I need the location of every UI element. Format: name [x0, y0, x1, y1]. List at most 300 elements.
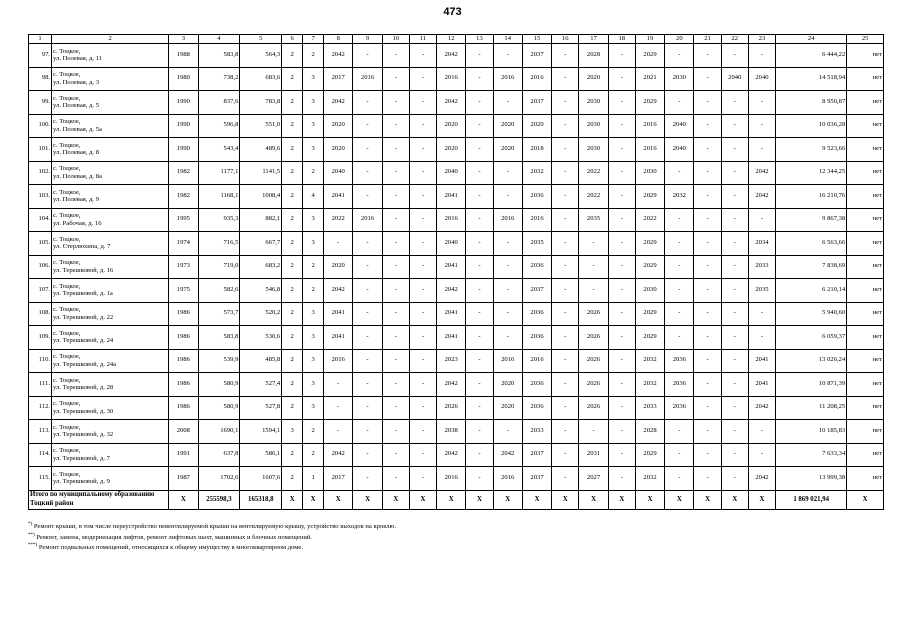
data-cell: 580,9 [198, 373, 240, 397]
total-cell: X [579, 490, 608, 509]
table-row [29, 443, 884, 467]
data-cell: - [665, 91, 694, 115]
table-row [29, 44, 884, 68]
data-cell: - [694, 44, 721, 68]
data-cell: - [466, 467, 493, 491]
data-cell: нет [847, 396, 884, 420]
address-line-2: ул. Терешковой, д. 30 [53, 407, 114, 415]
data-cell: - [382, 232, 409, 256]
data-cell: 1990 [169, 91, 198, 115]
data-cell: - [608, 91, 635, 115]
data-cell: 2017 [324, 467, 353, 491]
data-cell: 1973 [169, 255, 198, 279]
table-row [29, 67, 884, 91]
total-cell: X [493, 490, 522, 509]
data-cell: - [665, 279, 694, 303]
data-cell: 2020 [579, 67, 608, 91]
data-cell: 1991 [169, 443, 198, 467]
data-cell: 1990 [169, 114, 198, 138]
data-cell: - [552, 420, 579, 444]
data-cell: - [409, 443, 436, 467]
data-cell: нет [847, 302, 884, 326]
total-cell: X [282, 490, 303, 509]
data-cell: - [552, 185, 579, 209]
data-cell: - [748, 91, 775, 115]
row-number-cell: 114. [29, 443, 52, 467]
data-cell: 2030 [665, 67, 694, 91]
data-cell: 546,8 [240, 279, 282, 303]
data-cell: 1702,6 [198, 467, 240, 491]
data-cell: нет [847, 138, 884, 162]
data-cell: 9 523,66 [776, 138, 847, 162]
data-cell: 2016 [522, 67, 551, 91]
total-cell: X [721, 490, 748, 509]
data-cell: - [721, 302, 748, 326]
data-cell: - [552, 91, 579, 115]
footnotes [28, 521, 884, 553]
data-cell: 2016 [324, 349, 353, 373]
data-cell: 2041 [324, 302, 353, 326]
data-cell: 3 [303, 138, 324, 162]
address-line-2: ул. Полевая, д. 8а [53, 172, 102, 180]
data-cell: 2037 [522, 467, 551, 491]
data-cell: - [493, 326, 522, 350]
data-cell: - [721, 467, 748, 491]
data-cell: 2020 [493, 396, 522, 420]
data-cell: - [466, 302, 493, 326]
data-cell: 2042 [748, 467, 775, 491]
data-cell: 6 210,14 [776, 279, 847, 303]
data-cell: 2041 [437, 326, 466, 350]
address-line-2: ул. Терешковой, д. 7 [53, 454, 110, 462]
data-cell: - [353, 279, 382, 303]
data-cell: - [608, 185, 635, 209]
data-cell: - [552, 302, 579, 326]
data-cell: 2029 [635, 443, 664, 467]
data-cell: 2020 [324, 255, 353, 279]
footnote [28, 542, 884, 553]
data-cell: 2016 [493, 349, 522, 373]
data-cell: 2016 [493, 208, 522, 232]
data-cell: 2016 [437, 67, 466, 91]
address-line-2: ул. Терешковой, д. 22 [53, 313, 114, 321]
data-cell: 1987 [169, 467, 198, 491]
header-cell: 16 [552, 35, 579, 44]
address-line-1: с. Тоцкое, [53, 306, 81, 314]
data-cell: 527,4 [240, 373, 282, 397]
data-cell: 2 [282, 161, 303, 185]
data-cell: 2016 [437, 208, 466, 232]
address-line-1: с. Тоцкое, [53, 447, 81, 455]
data-cell: 1995 [169, 208, 198, 232]
address-cell [52, 302, 169, 326]
data-cell: - [466, 279, 493, 303]
data-cell: 1982 [169, 161, 198, 185]
data-cell: 2029 [635, 185, 664, 209]
address-line-1: с. Тоцкое, [53, 118, 81, 126]
data-cell: - [409, 232, 436, 256]
table-row [29, 420, 884, 444]
data-cell: 3 [282, 420, 303, 444]
footnote-text: Ремонт крыши, в том числе переустройство невентилируемой крыши на вентилируемую крышу, устройство выходов на кровлю. [32, 523, 397, 531]
data-cell: - [409, 91, 436, 115]
data-cell: 2020 [522, 114, 551, 138]
data-cell: 2037 [522, 443, 551, 467]
data-cell: 2042 [437, 279, 466, 303]
data-cell: 3 [303, 232, 324, 256]
data-cell: 2028 [635, 420, 664, 444]
data-cell: - [694, 91, 721, 115]
data-cell: 583,8 [198, 44, 240, 68]
data-cell: 882,1 [240, 208, 282, 232]
data-cell: 543,4 [198, 138, 240, 162]
data-cell: - [493, 420, 522, 444]
data-cell: 2020 [324, 138, 353, 162]
data-cell: - [353, 161, 382, 185]
data-cell: нет [847, 326, 884, 350]
data-cell: - [552, 373, 579, 397]
data-cell: 637,8 [198, 443, 240, 467]
data-cell: - [493, 161, 522, 185]
data-cell: - [748, 138, 775, 162]
data-cell: - [748, 208, 775, 232]
header-cell: 11 [409, 35, 436, 44]
total-cell: X [382, 490, 409, 509]
data-cell: 2 [282, 349, 303, 373]
data-cell: 2 [282, 302, 303, 326]
total-cell: X [847, 490, 884, 509]
data-cell: 2008 [169, 420, 198, 444]
header-cell: 25 [847, 35, 884, 44]
header-cell: 24 [776, 35, 847, 44]
data-cell: нет [847, 443, 884, 467]
data-cell: - [353, 114, 382, 138]
data-cell: 2 [282, 138, 303, 162]
data-cell: 2016 [493, 67, 522, 91]
data-cell: - [721, 44, 748, 68]
data-cell: 2041 [437, 302, 466, 326]
data-cell: - [382, 114, 409, 138]
address-line-1: с. Тоцкое, [53, 71, 81, 79]
data-cell: 12 344,25 [776, 161, 847, 185]
data-cell: - [324, 373, 353, 397]
data-cell: 2 [282, 44, 303, 68]
address-cell [52, 232, 169, 256]
data-cell: 2032 [635, 349, 664, 373]
data-cell: - [466, 396, 493, 420]
data-cell: - [608, 443, 635, 467]
table-row [29, 185, 884, 209]
table-row [29, 208, 884, 232]
data-cell: - [721, 396, 748, 420]
address-line-1: с. Тоцкое, [53, 470, 81, 478]
header-cell: 17 [579, 35, 608, 44]
header-cell: 22 [721, 35, 748, 44]
data-cell: 2 [282, 91, 303, 115]
data-cell: 935,3 [198, 208, 240, 232]
data-cell: 7 838,69 [776, 255, 847, 279]
header-cell: 4 [198, 35, 240, 44]
table-row [29, 255, 884, 279]
data-cell: 3 [303, 396, 324, 420]
address-cell [52, 396, 169, 420]
data-cell: 6 059,37 [776, 326, 847, 350]
address-line-2: ул. Терешковой, д. 1а [53, 290, 113, 298]
row-number-cell: 107. [29, 279, 52, 303]
total-cell: X [552, 490, 579, 509]
data-cell: - [353, 91, 382, 115]
header-cell: 3 [169, 35, 198, 44]
data-cell: 2022 [635, 208, 664, 232]
row-number-cell: 115. [29, 467, 52, 491]
data-cell: 1690,1 [198, 420, 240, 444]
data-cell: - [493, 255, 522, 279]
data-cell: 527,8 [240, 396, 282, 420]
data-cell: 2030 [635, 161, 664, 185]
data-cell: 564,3 [240, 44, 282, 68]
address-line-2: ул. Полевая, д. 8 [53, 149, 100, 157]
data-cell: - [493, 44, 522, 68]
data-cell: 3 [303, 349, 324, 373]
data-cell: - [579, 279, 608, 303]
data-cell: 2040 [437, 161, 466, 185]
data-cell: 1990 [169, 138, 198, 162]
table-row [29, 302, 884, 326]
data-cell: - [608, 44, 635, 68]
row-number-cell: 101. [29, 138, 52, 162]
data-cell: - [694, 302, 721, 326]
data-cell: 2042 [324, 443, 353, 467]
data-cell: - [721, 114, 748, 138]
data-cell: - [721, 349, 748, 373]
data-cell: 2 [303, 279, 324, 303]
data-cell: 2036 [522, 185, 551, 209]
data-cell: - [382, 279, 409, 303]
data-cell: - [382, 467, 409, 491]
data-cell: 3 [303, 373, 324, 397]
data-cell: - [353, 302, 382, 326]
data-cell: 573,7 [198, 302, 240, 326]
total-cell: X [522, 490, 551, 509]
header-cell: 2 [52, 35, 169, 44]
address-line-1: с. Тоцкое, [53, 329, 81, 337]
data-cell: - [694, 326, 721, 350]
address-cell [52, 326, 169, 350]
footnote-mark: *) [28, 522, 33, 527]
data-cell: - [694, 373, 721, 397]
data-cell: 2 [303, 161, 324, 185]
data-cell: 2020 [437, 138, 466, 162]
data-cell: 2042 [324, 44, 353, 68]
table-row [29, 91, 884, 115]
table-row [29, 373, 884, 397]
address-line-1: с. Тоцкое, [53, 259, 81, 267]
data-cell: - [382, 161, 409, 185]
data-cell: - [466, 420, 493, 444]
data-cell: 2 [303, 443, 324, 467]
data-cell: - [665, 443, 694, 467]
data-cell: 1986 [169, 373, 198, 397]
data-cell: 1008,4 [240, 185, 282, 209]
data-cell: - [493, 302, 522, 326]
data-cell: 13 026,24 [776, 349, 847, 373]
footnote [28, 532, 884, 543]
header-row [29, 35, 884, 44]
data-cell: - [466, 373, 493, 397]
data-cell: 2040 [665, 138, 694, 162]
data-cell: - [382, 349, 409, 373]
data-cell: нет [847, 232, 884, 256]
data-cell: 520,2 [240, 302, 282, 326]
data-cell: - [466, 114, 493, 138]
data-cell: 2029 [635, 302, 664, 326]
data-cell: 2041 [748, 349, 775, 373]
data-cell: - [324, 420, 353, 444]
row-number-cell: 100. [29, 114, 52, 138]
data-cell: 2041 [324, 185, 353, 209]
data-cell: - [382, 91, 409, 115]
data-cell: - [694, 467, 721, 491]
data-cell: - [382, 420, 409, 444]
data-cell: 2033 [522, 420, 551, 444]
data-cell: - [353, 396, 382, 420]
header-cell: 9 [353, 35, 382, 44]
data-cell: 2042 [748, 396, 775, 420]
data-cell: 719,0 [198, 255, 240, 279]
data-cell: 2016 [437, 467, 466, 491]
data-cell: 3 [303, 114, 324, 138]
data-cell: - [665, 302, 694, 326]
data-cell: - [552, 326, 579, 350]
header-cell: 14 [493, 35, 522, 44]
data-cell: - [324, 396, 353, 420]
data-cell: - [382, 373, 409, 397]
data-cell: 2030 [579, 138, 608, 162]
total-row [29, 490, 884, 509]
data-cell: 2028 [579, 44, 608, 68]
data-cell: - [353, 138, 382, 162]
data-cell: - [721, 420, 748, 444]
address-line-2: ул. Полевая, д. 9 [53, 196, 100, 204]
data-cell: - [748, 114, 775, 138]
data-cell: - [409, 208, 436, 232]
address-line-1: с. Тоцкое, [53, 235, 81, 243]
data-cell: 738,2 [198, 67, 240, 91]
data-cell: 2 [282, 232, 303, 256]
total-cell: 165318,8 [240, 490, 282, 509]
data-cell: 2032 [665, 185, 694, 209]
data-cell: - [552, 232, 579, 256]
address-line-2: ул. Терешковой, д. 16 [53, 266, 114, 274]
data-cell: - [409, 161, 436, 185]
total-cell: X [694, 490, 721, 509]
data-cell: - [721, 91, 748, 115]
data-cell: 2040 [721, 67, 748, 91]
data-cell: - [552, 44, 579, 68]
data-cell: - [608, 467, 635, 491]
data-cell: - [608, 114, 635, 138]
data-cell: - [552, 255, 579, 279]
data-cell: - [409, 467, 436, 491]
address-line-1: с. Тоцкое, [53, 141, 81, 149]
data-cell: 2027 [579, 467, 608, 491]
data-cell: 2031 [579, 443, 608, 467]
address-line-2: ул. Полевая, д. 11 [53, 55, 103, 63]
data-cell: 1986 [169, 396, 198, 420]
data-cell: 14 518,94 [776, 67, 847, 91]
data-cell: 2022 [579, 161, 608, 185]
data-cell: 10 185,83 [776, 420, 847, 444]
data-cell: - [382, 396, 409, 420]
data-cell: 2036 [522, 326, 551, 350]
row-number-cell: 99. [29, 91, 52, 115]
data-cell: - [552, 161, 579, 185]
data-cell: - [721, 185, 748, 209]
data-cell: - [382, 326, 409, 350]
data-cell: - [665, 326, 694, 350]
row-number-cell: 105. [29, 232, 52, 256]
address-cell [52, 161, 169, 185]
data-cell: 2036 [522, 396, 551, 420]
data-cell: - [694, 208, 721, 232]
data-cell: нет [847, 255, 884, 279]
table-row [29, 467, 884, 491]
footnote [28, 521, 884, 532]
data-cell: - [409, 67, 436, 91]
capital-repair-table [28, 34, 884, 510]
address-cell [52, 349, 169, 373]
data-cell: - [353, 255, 382, 279]
data-cell: 2038 [437, 420, 466, 444]
address-line-1: с. Тоцкое, [53, 165, 81, 173]
data-cell: 2036 [522, 302, 551, 326]
data-cell: - [409, 279, 436, 303]
address-cell [52, 185, 169, 209]
data-cell: 2029 [635, 326, 664, 350]
data-cell: - [721, 326, 748, 350]
table-row [29, 326, 884, 350]
header-cell: 8 [324, 35, 353, 44]
address-line-1: с. Тоцкое, [53, 423, 81, 431]
data-cell: 2035 [748, 279, 775, 303]
data-cell: 1974 [169, 232, 198, 256]
data-cell: - [748, 326, 775, 350]
data-cell: 2021 [635, 67, 664, 91]
data-cell: 2020 [437, 114, 466, 138]
data-cell: - [665, 44, 694, 68]
data-cell: - [466, 44, 493, 68]
data-cell: 667,7 [240, 232, 282, 256]
data-cell: 596,8 [198, 114, 240, 138]
data-cell: 2040 [324, 161, 353, 185]
data-cell: - [466, 208, 493, 232]
data-cell: - [608, 67, 635, 91]
data-cell: - [409, 396, 436, 420]
data-cell: 2032 [635, 373, 664, 397]
data-cell: 2033 [748, 255, 775, 279]
data-cell: - [466, 91, 493, 115]
address-cell [52, 114, 169, 138]
data-cell: 1988 [169, 44, 198, 68]
address-line-2: ул. Полевая, д. 5 [53, 102, 100, 110]
data-cell: - [409, 185, 436, 209]
data-cell: - [694, 67, 721, 91]
total-cell: X [303, 490, 324, 509]
data-cell: 2 [282, 279, 303, 303]
data-cell: - [694, 443, 721, 467]
data-cell: - [721, 232, 748, 256]
row-number-cell: 106. [29, 255, 52, 279]
